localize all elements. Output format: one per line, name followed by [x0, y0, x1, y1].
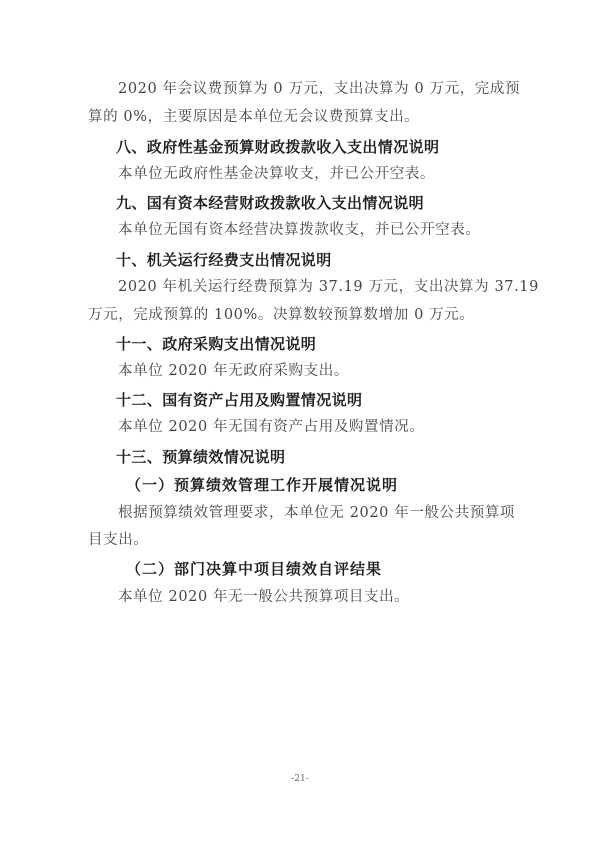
paragraph-meeting-fee-line2: 算的 0%，主要原因是本单位无会议费预算支出。 [88, 109, 420, 125]
paragraph-section-13-2: 本单位 2020 年无一般公共预算项目支出。 [118, 589, 410, 605]
paragraph-section-13-1-line2: 目支出。 [88, 532, 149, 548]
heading-section-13: 十三、预算绩效情况说明 [116, 448, 286, 466]
paragraph-section-11: 本单位 2020 年无政府采购支出。 [118, 363, 349, 379]
heading-section-8: 八、政府性基金预算财政拨款收入支出情况说明 [116, 138, 440, 156]
page-number: -21- [291, 774, 309, 784]
heading-section-13-1: （一）预算绩效管理工作开展情况说明 [126, 476, 399, 494]
heading-section-13-2: （二）部门决算中项目绩效自评结果 [126, 560, 383, 578]
heading-section-11: 十一、政府采购支出情况说明 [116, 335, 317, 353]
paragraph-section-8: 本单位无政府性基金决算收支，并已公开空表。 [118, 166, 436, 182]
paragraph-section-10-line1: 2020 年机关运行经费预算为 37.19 万元，支出决算为 37.19 [118, 279, 539, 295]
heading-section-9: 九、国有资本经营财政拨款收入支出情况说明 [116, 194, 425, 212]
paragraph-section-13-1-line1: 根据预算绩效管理要求，本单位无 2020 年一般公共预算项 [118, 505, 516, 521]
paragraph-meeting-fee-line1: 2020 年会议费预算为 0 万元，支出决算为 0 万元，完成预 [118, 81, 521, 97]
paragraph-section-12: 本单位 2020 年无国有资产占用及购置情况。 [118, 419, 425, 435]
heading-section-10: 十、机关运行经费支出情况说明 [116, 251, 332, 269]
paragraph-section-10-line2: 万元，完成预算的 100%。决算数较预算数增加 0 万元。 [88, 307, 475, 323]
heading-section-12: 十二、国有资产占用及购置情况说明 [116, 391, 363, 409]
paragraph-section-9: 本单位无国有资本经营决算拨款收支，并已公开空表。 [118, 222, 481, 238]
